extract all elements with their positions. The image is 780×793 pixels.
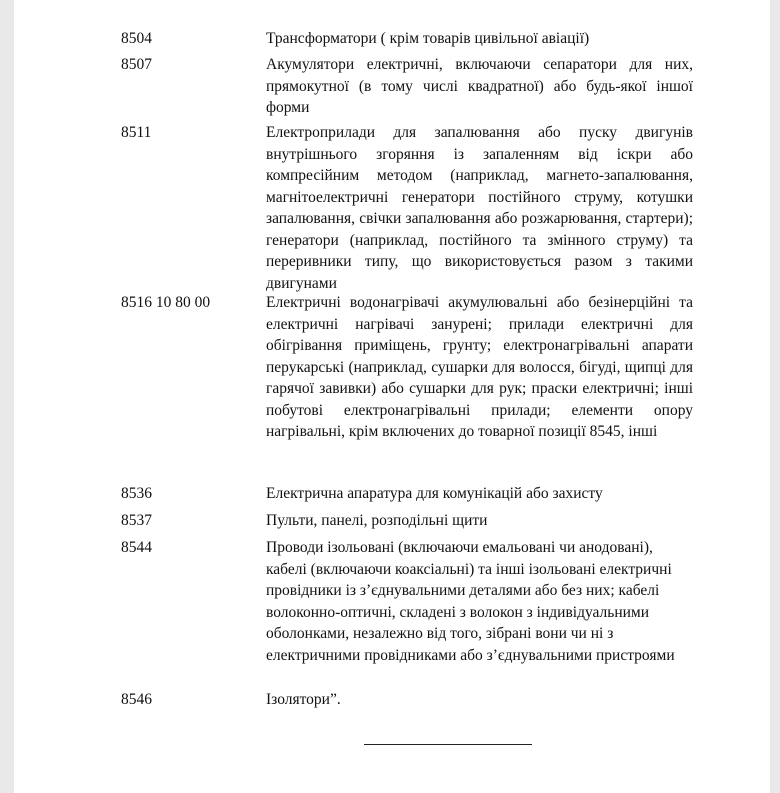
row-code: 8546 (121, 691, 152, 708)
row-description: Електрична апаратура для комунікацій або захисту (266, 485, 603, 502)
row-description: Електроприлади для запалювання або пуску двигунів внутрішнього згоряння із запаленням від іскри або компресійним методом (наприклад, магнето-запалювання, магнітоелектричні генератори постійного струму, котушки запалювання, свічки запалювання або розжарювання, стартери); генератори (наприклад, постійного та змінного струму) та переривники типу, що використовується разом з такими двигунами (266, 124, 693, 292)
row-code: 8507 (121, 56, 152, 73)
document-page (14, 0, 770, 793)
row-description: Трансформатори ( крім товарів цивільної авіації) (266, 30, 590, 47)
row-code: 8511 (121, 124, 152, 141)
row-description: Пульти, панелі, розподільні щити (266, 512, 488, 529)
separator-line (364, 744, 532, 745)
row-description: Ізолятори”. (266, 691, 341, 708)
row-code: 8536 (121, 485, 152, 502)
row-description: Акумулятори електричні, включаючи сепаратори для них, прямокутної (в тому числі квадратної) або будь-якої іншої форми (266, 56, 693, 116)
row-description: Проводи ізольовані (включаючи емальовані чи анодовані), кабелі (включаючи коаксіальні) та інші ізольовані електричні провідники із з’єднувальними деталями або без них; кабелі волоконно-оптичні, складені з волокон з індивідуальними оболонками, незалежно від того, зібрані вони чи ні з електричними провідниками або з’єднувальними пристроями (266, 539, 675, 664)
row-code: 8537 (121, 512, 152, 529)
row-code: 8544 (121, 539, 152, 556)
row-code: 8516 10 80 00 (121, 294, 211, 311)
row-description: Електричні водонагрівачі акумулювальні або безінерційні та електричні нагрівачі занурені; прилади електричні для обігрівання приміщень, грунту; електронагрівальні апарати перукарські (наприклад, сушарки для волосся, бігуді, щипці для гарячої завивки) або сушарки для рук; праски електричні; інші побутові електронагрівальні прилади; елементи опору нагрівальні, крім включених до товарної позиції 8545, інші (266, 294, 693, 440)
row-code: 8504 (121, 30, 152, 47)
